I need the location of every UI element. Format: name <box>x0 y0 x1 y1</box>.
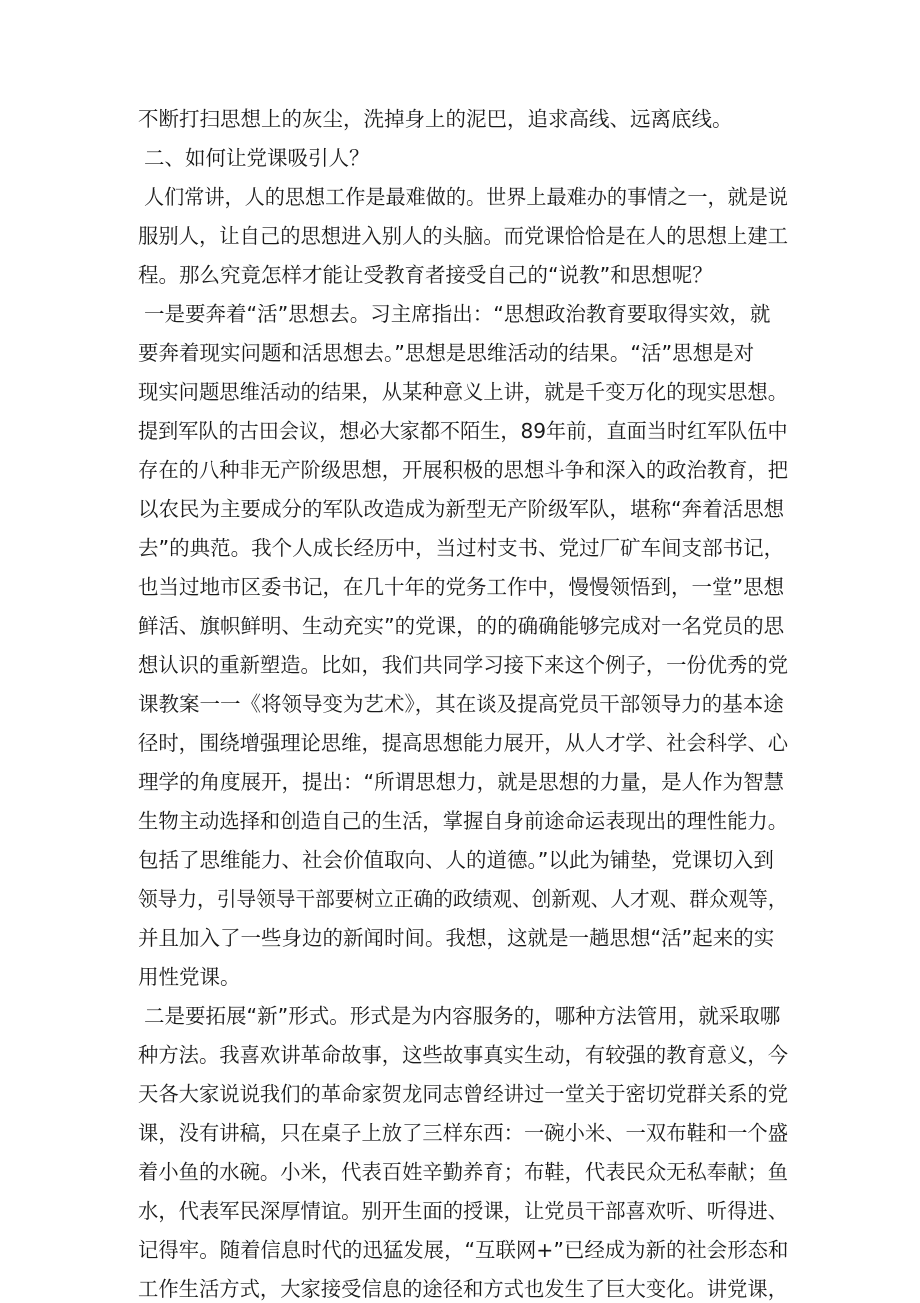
text-line: 生物主动选择和创造自己的生活，掌握自身前途命运表现出的理性能力。 <box>138 809 789 833</box>
text-line: 存在的八种非无产阶级思想，开展积极的思想斗争和深入的政治教育，把 <box>138 458 789 482</box>
text-line: 着小鱼的水碗。小米，代表百姓辛勤养育；布鞋，代表民众无私奉献；鱼 <box>138 1160 789 1184</box>
text-line: 提到军队的古田会议，想必大家都不陌生，89年前，直面当时红军队伍中 <box>138 419 788 443</box>
text-line: 课，没有讲稿，只在桌子上放了三样东西：一碗小米、一双布鞋和一个盛 <box>138 1121 789 1145</box>
text-line: 想认识的重新塑造。比如，我们共同学习接下来这个例子，一份优秀的党 <box>138 653 789 677</box>
text-line: 也当过地市区委书记，在几十年的党务工作中，慢慢领悟到，一堂”思想 <box>138 575 785 599</box>
text-line: 领导力，引导领导干部要树立正确的政绩观、创新观、人才观、群众观等， <box>138 887 788 911</box>
text-line: 去”的典范。我个人成长经历中，当过村支书、党过厂矿车间支部书记， <box>138 536 785 560</box>
text-line: 二、如何让党课吸引人？ <box>144 146 370 170</box>
text-line: 天各大家说说我们的革命家贺龙同志曾经讲过一堂关于密切党群关系的党 <box>138 1082 789 1106</box>
text-line: 水，代表军民深厚情谊。别开生面的授课，让党员干部喜欢听、听得进、 <box>138 1199 789 1223</box>
text-line: 现实问题思维活动的结果，从某种意义上讲，就是千变万化的现实思想。 <box>138 380 789 404</box>
text-line: 以农民为主要成分的军队改造成为新型无产阶级军队，堪称“奔着活思想 <box>138 497 785 521</box>
text-line: 程。那么究竟怎样才能让受教育者接受自己的“说教”和思想呢？ <box>138 263 713 287</box>
text-line: 不断打扫思想上的灰尘，洗掉身上的泥巴，追求高线、远离底线。 <box>138 107 733 131</box>
text-line: 鲜活、旗帜鲜明、生动充实”的党课，的的确确能够完成对一名党员的思 <box>138 614 785 638</box>
text-line: 用性党课。 <box>138 965 241 989</box>
text-line: 径时，围绕增强理论思维，提高思想能力展开，从人才学、社会科学、心 <box>138 731 789 755</box>
text-line: 课教案一一《将领导变为艺术》，其在谈及提高党员干部领导力的基本途 <box>138 692 784 716</box>
text-line: 记得牢。随着信息时代的迅猛发展，“互联网+”已经成为新的社会形态和 <box>138 1238 789 1262</box>
text-line: 一是要奔着“活”思想去。习主席指出：“思想政治教育要取得实效，就 <box>144 302 771 326</box>
text-line: 并且加入了一些身边的新闻时间。我想，这就是一趟思想“活”起来的实 <box>138 926 775 950</box>
text-line: 包括了思维能力、社会价值取向、人的道德。”以此为铺垫，党课切入到 <box>138 848 774 872</box>
text-line: 服别人，让自己的思想进入别人的头脑。而党课恰恰是在人的思想上建工 <box>138 224 789 248</box>
text-line: 二是要拓展“新”形式。形式是为内容服务的，哪种方法管用，就采取哪 <box>144 1004 781 1028</box>
text-line: 工作生活方式，大家接受信息的途径和方式也发生了巨大变化。讲党课， <box>138 1277 789 1301</box>
text-line: 人们常讲，人的思想工作是最难做的。世界上最难办的事情之一，就是说 <box>144 185 788 209</box>
text-line: 要奔着现实问题和活思想去。”思想是思维活动的结果。“活”思想是对 <box>138 341 755 365</box>
text-line: 理学的角度展开，提出：“所谓思想力，就是思想的力量，是人作为智慧 <box>138 770 785 794</box>
text-line: 种方法。我喜欢讲革命故事，这些故事真实生动，有较强的教育意义，今 <box>138 1043 789 1067</box>
